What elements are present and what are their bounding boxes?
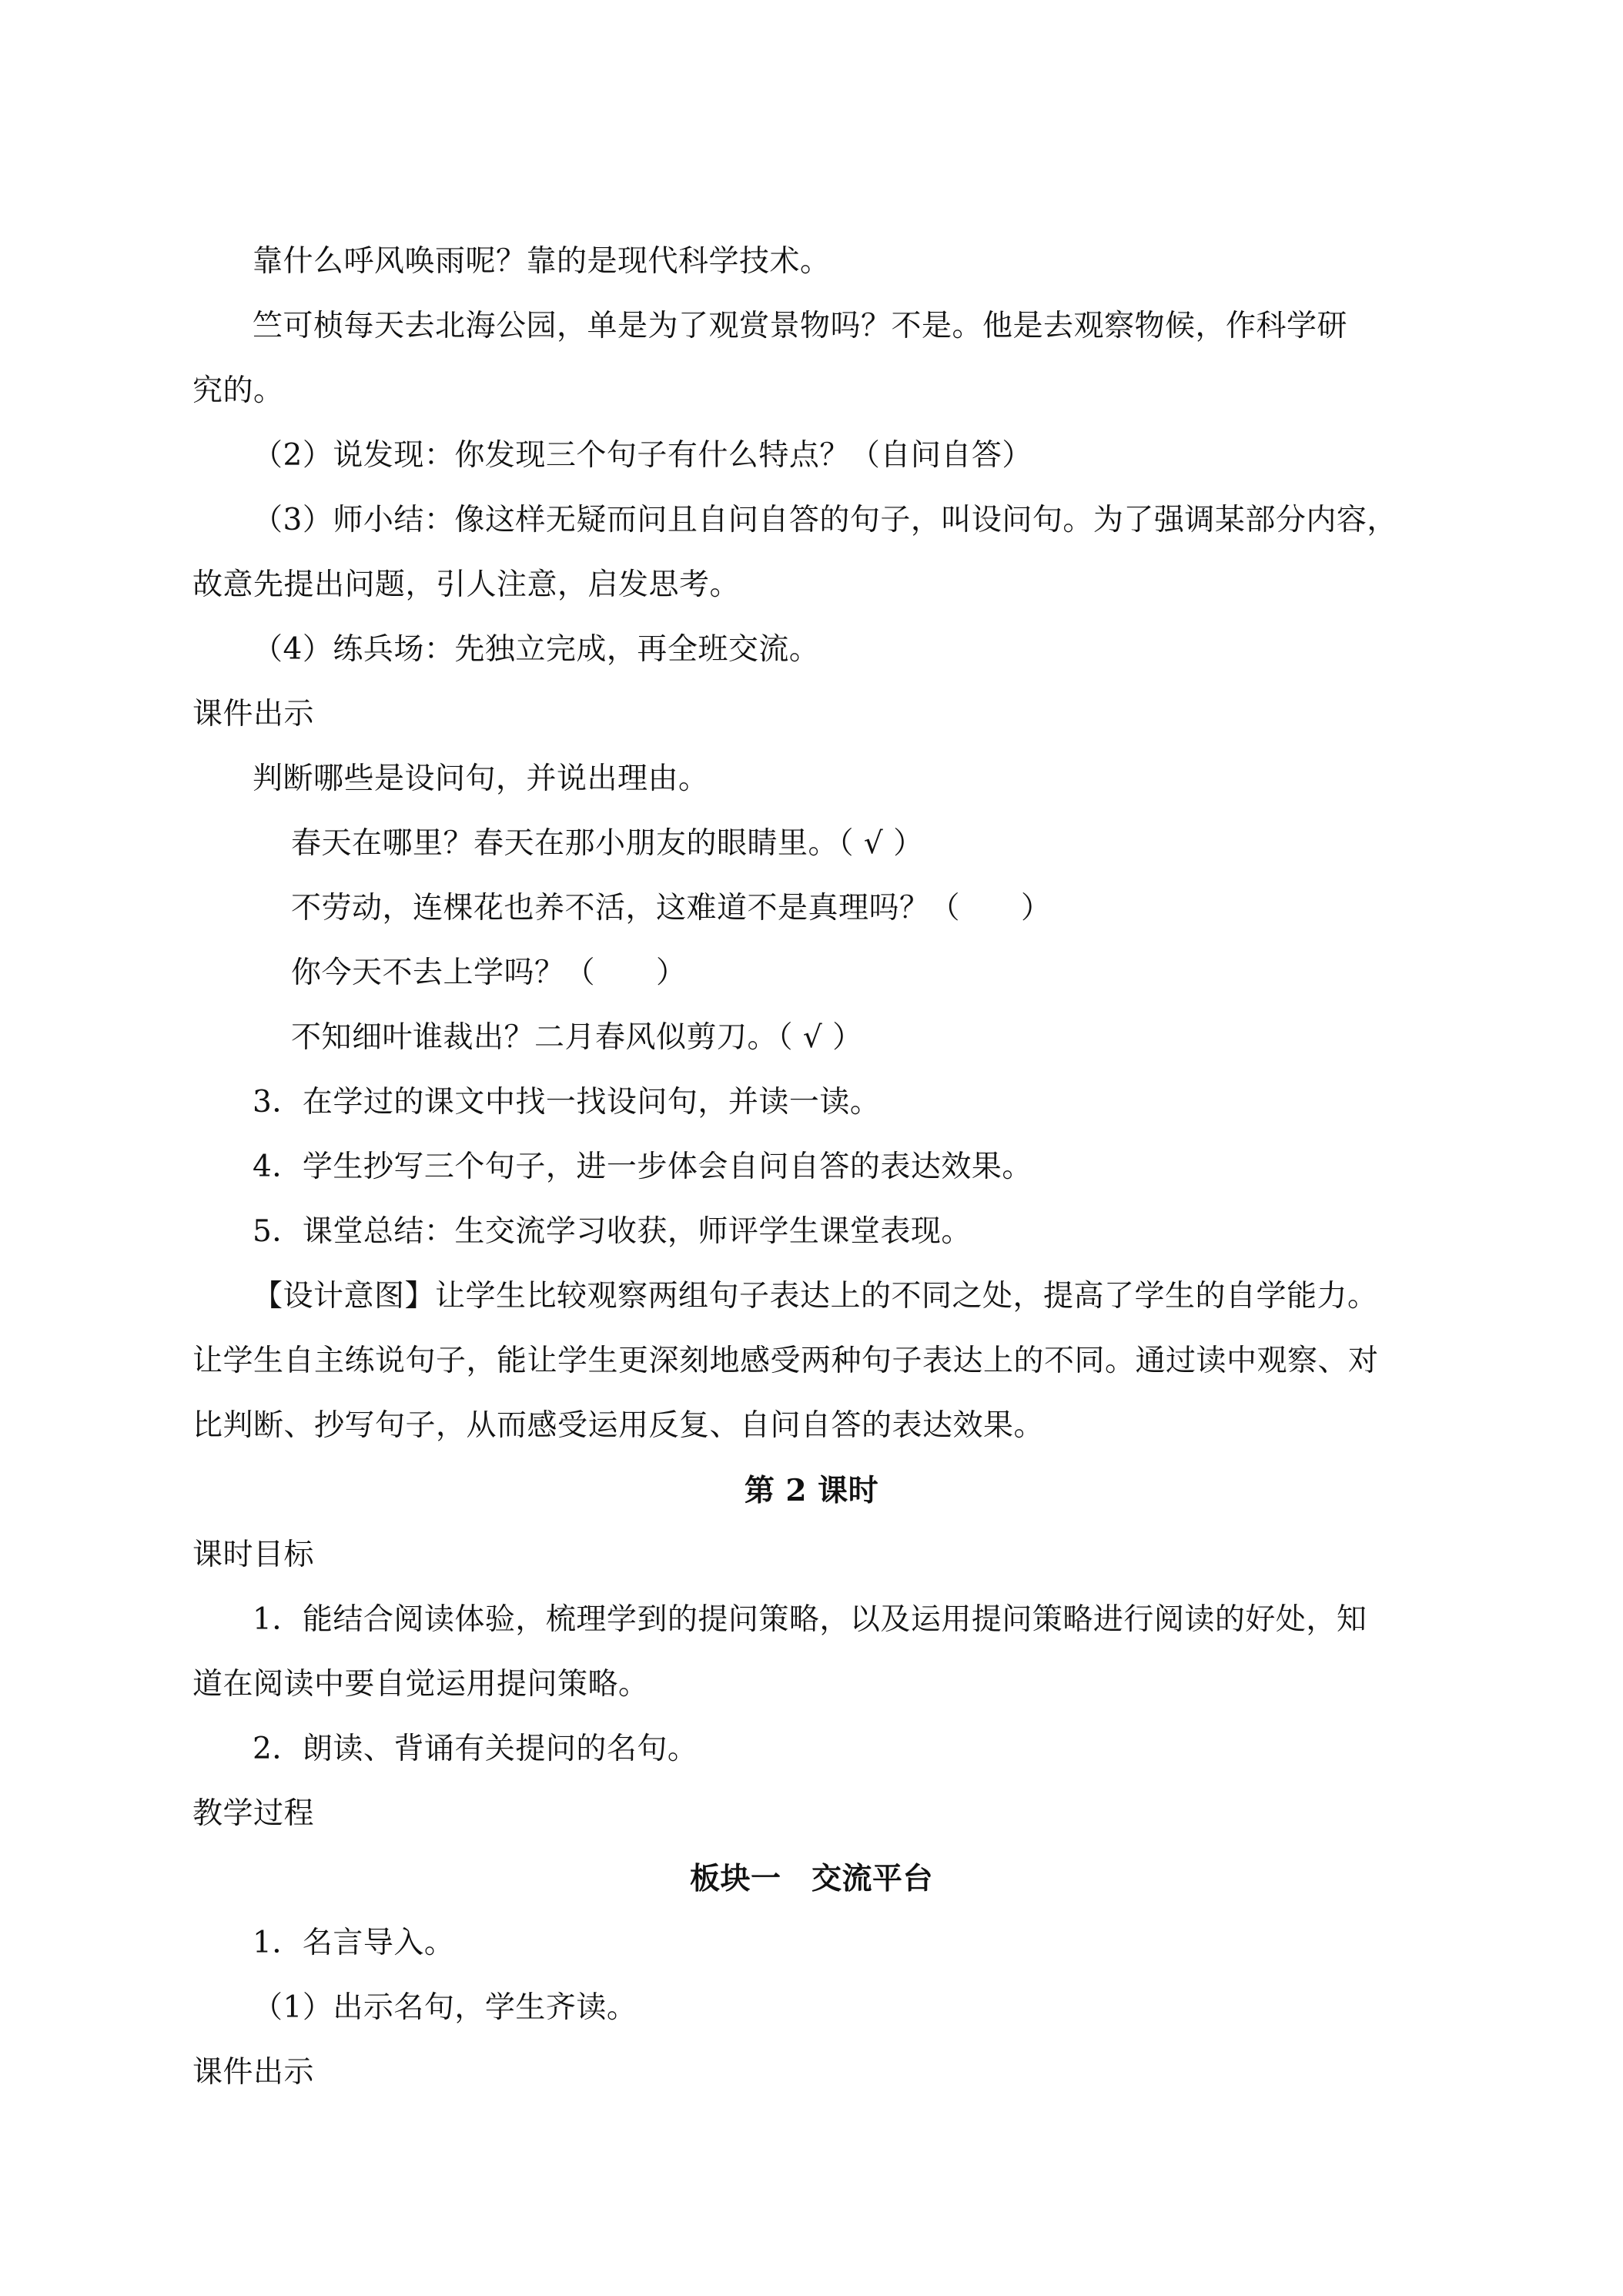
paragraph-line: 5．课堂总结：生交流学习收获，师评学生课堂表现。 [253, 1214, 972, 1249]
exercise-item: 不劳动，连棵花也养不活，这难道不是真理吗？（ ） [291, 891, 1052, 925]
paragraph-line: 道在阅读中要自觉运用提问策略。 [192, 1667, 649, 1702]
paragraph-line: 2．朗读、背诵有关提问的名句。 [253, 1732, 698, 1766]
paragraph-line: 【设计意图】让学生比较观察两组句子表达上的不同之处，提高了学生的自学能力。 [253, 1279, 1378, 1314]
exercise-item: 不知细叶谁裁出？二月春风似剪刀。（ √ ） [291, 1020, 863, 1055]
paragraph-line: （4）练兵场：先独立完成，再全班交流。 [253, 632, 820, 667]
paragraph-line: 究的。 [192, 373, 284, 408]
paragraph-line: （2）说发现：你发现三个句子有什么特点？（自问自答） [253, 438, 1032, 473]
section-label: 课时目标 [192, 1538, 315, 1572]
paragraph-line: 3．在学过的课文中找一找设问句，并读一读。 [253, 1085, 881, 1120]
paragraph-line: （1）出示名句，学生齐读。 [253, 1990, 637, 2025]
paragraph-line: 判断哪些是设问句，并说出理由。 [253, 761, 709, 796]
paragraph-line: （3）师小结：像这样无疑而问且自问自答的句子，叫设问句。为了强调某部分内容， [253, 503, 1397, 537]
paragraph-line: 竺可桢每天去北海公园，单是为了观赏景物吗？不是。他是去观察物候，作科学研 [253, 309, 1348, 343]
exercise-item: 春天在哪里？春天在那小朋友的眼睛里。（ √ ） [291, 826, 924, 861]
block-heading: 板块一 交流平台 [689, 1861, 933, 1896]
paragraph-line: 1．能结合阅读体验，梳理学到的提问策略，以及运用提问策略进行阅读的好处，知 [253, 1602, 1367, 1637]
section-label: 课件出示 [192, 697, 315, 731]
section-label: 教学过程 [192, 1796, 315, 1831]
paragraph-line: 靠什么呼风唤雨呢？靠的是现代科学技术。 [253, 244, 831, 279]
paragraph-line: 4．学生抄写三个句子，进一步体会自问自答的表达效果。 [253, 1150, 1032, 1184]
paragraph-line: 故意先提出问题，引人注意，启发思考。 [192, 567, 741, 602]
paragraph-line: 比判断、抄写句子，从而感受运用反复、自问自答的表达效果。 [192, 1408, 1045, 1443]
paragraph-line: 让学生自主练说句子，能让学生更深刻地感受两种句子表达上的不同。通过读中观察、对 [192, 1344, 1379, 1378]
lesson-heading: 第 2 课时 [744, 1473, 879, 1508]
paragraph-line: 1．名言导入。 [253, 1926, 455, 1960]
exercise-item: 你今天不去上学吗？（ ） [291, 956, 687, 990]
section-label: 课件出示 [192, 2055, 315, 2090]
